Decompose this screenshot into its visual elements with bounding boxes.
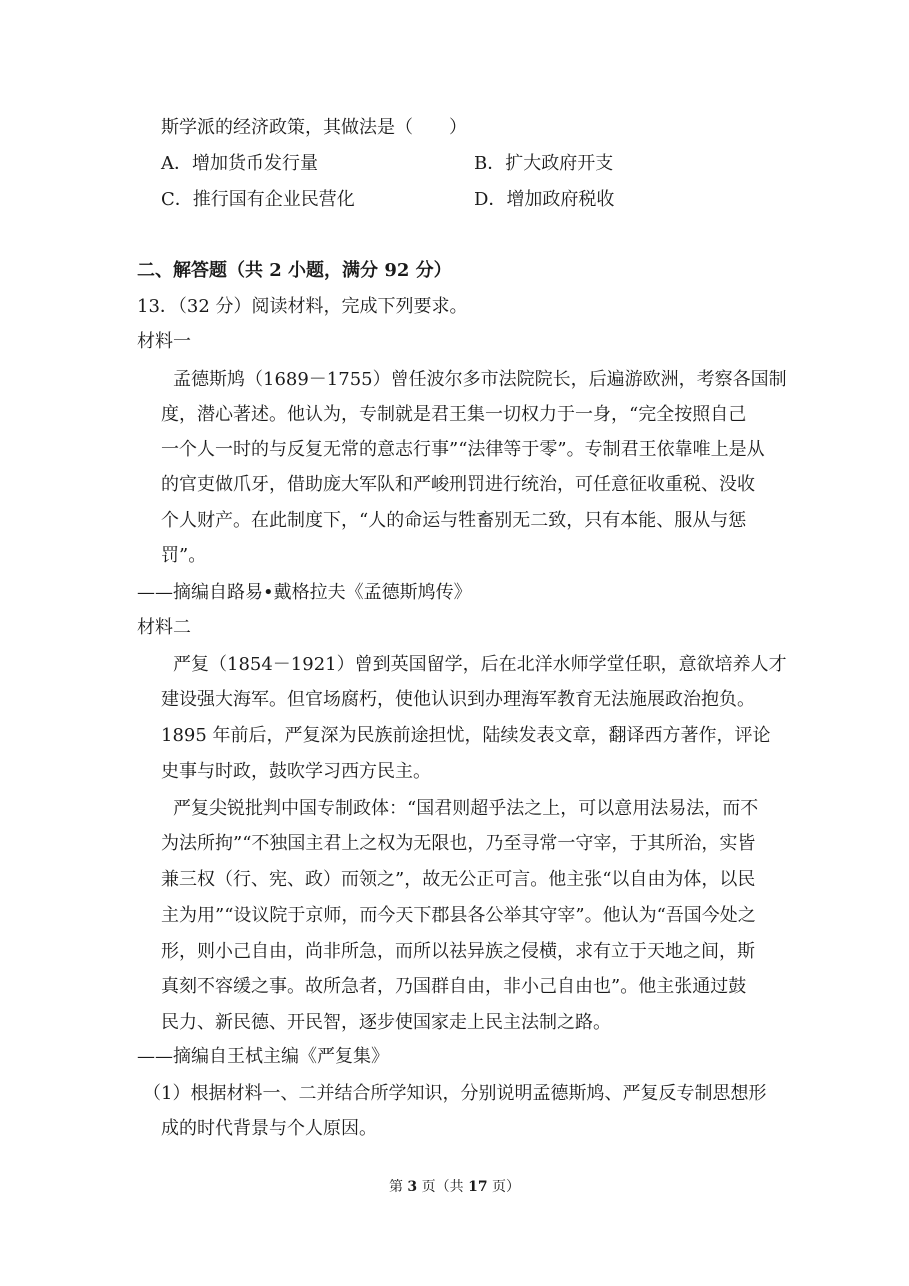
material1-line: 一个人一时的与反复无常的意志行事”“法律等于零”。专制君王依靠唯上是从 [161,439,765,460]
q13-header: 13．（32 分）阅读材料，完成下列要求。 [137,296,468,317]
material2-line: 兼三权（行、宪、政）而领之”，故无公正可言。他主张“以自由为体，以民 [161,869,756,890]
footer-mid: 页（共 [417,1179,469,1195]
material2-line: 民力、新民德、开民智，逐步使国家走上民主法制之路。 [161,1012,611,1033]
material2-line: 史事与时政，鼓吹学习西方民主。 [161,761,431,782]
material2-label: 材料二 [137,617,191,638]
page-footer [0,1176,909,1196]
material1-source: ——摘编自路易•戴格拉夫《孟德斯鸠传》 [137,582,472,603]
material2-line: 严复尖锐批判中国专制政体：“国君则超乎法之上，可以意用法易法，而不 [173,798,759,819]
q12-option-b [474,151,613,177]
material1-label: 材料一 [137,331,191,352]
material2-line: 严复（1854－1921）曾到英国留学，后在北洋水师学堂任职，意欲培养人才 [173,654,787,675]
option-text: 增加货币发行量 [192,153,318,174]
material1-line: 度，潜心著述。他认为，专制就是君王集一切权力于一身，“完全按照自己 [161,404,747,425]
option-text: 增加政府税收 [506,189,615,210]
q12-option-c [161,187,355,213]
material2-line: 建设强大海军。但官场腐朽，使他认识到办理海军教育无法施展政治抱负。 [161,689,755,710]
material2-source: ——摘编自王栻主编《严复集》 [137,1046,389,1067]
material2-line: 1895 年前后，严复深为民族前途担忧，陆续发表文章，翻译西方著作，评论 [161,725,771,746]
option-text: 推行国有企业民营化 [192,189,355,210]
footer-page-number: 3 [407,1179,418,1195]
option-key: B． [474,153,506,174]
material2-line: 为法所拘”“不独国主君上之权为无限也，乃至寻常一守宰，于其所治，实皆 [161,833,756,854]
footer-prefix: 第 [388,1179,408,1195]
subquestion-1-line: 成的时代背景与个人原因。 [161,1118,377,1139]
subquestion-1-line: （1）根据材料一、二并结合所学知识，分别说明孟德斯鸠、严复反专制思想形 [143,1083,767,1104]
section-heading: 二、解答题（共 2 小题，满分 92 分） [137,260,452,281]
q12-stem-tail: 斯学派的经济政策，其做法是（ ） [161,117,467,138]
option-key: D． [474,189,507,210]
material1-line: 个人财产。在此制度下，“人的命运与牲畜别无二致，只有本能、服从与惩 [161,510,747,531]
material2-line: 形，则小己自由，尚非所急，而所以祛异族之侵横，求有立于天地之间，斯 [161,941,755,962]
footer-suffix: 页） [487,1179,521,1195]
material2-line: 主为用”“设议院于京师，而今天下郡县各公举其守宰”。他认为“吾国今处之 [161,905,756,926]
q12-option-d [474,187,614,213]
q12-option-a [161,151,318,177]
option-text: 扩大政府开支 [505,153,614,174]
material2-line: 真刻不容缓之事。故所急者，乃国群自由，非小己自由也”。他主张通过鼓 [161,976,747,997]
material1-line: 罚”。 [161,545,207,566]
option-key: A． [161,153,192,174]
material1-line: 孟德斯鸠（1689－1755）曾任波尔多市法院院长，后遍游欧洲，考察各国制 [173,369,787,390]
material1-line: 的官吏做爪牙，借助庞大军队和严峻刑罚进行统治，可任意征收重税、没收 [161,474,755,495]
option-key: C． [161,189,193,210]
footer-total-pages: 17 [468,1179,488,1195]
